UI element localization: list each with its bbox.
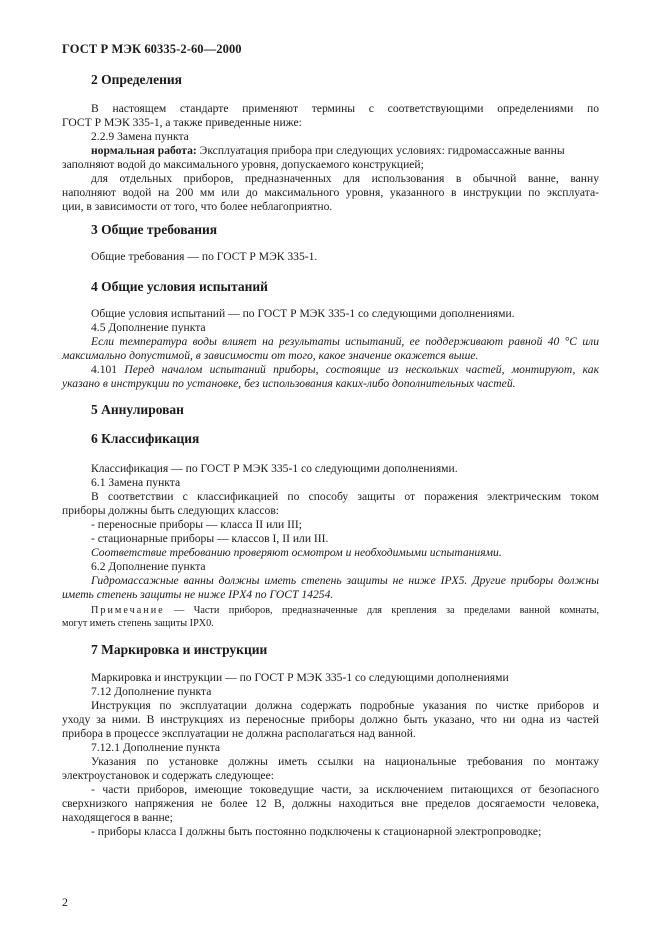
document-header: ГОСТ Р МЭК 60335-2-60—2000 — [62, 42, 242, 56]
s7-line-1: Маркировка и инструкции — по ГОСТ Р МЭК 335-1 со следующими дополнениями — [91, 671, 509, 684]
s6-line-7: Соответствие требованию проверяют осмотром и необходимыми испытаниями. — [91, 546, 502, 559]
section-5-heading: 5 Аннулирован — [91, 402, 184, 417]
s7-line-11: находящегося в ванне; — [62, 811, 174, 824]
s7-line-8: электроустановок и содержать следующее: — [62, 769, 274, 782]
s4-line-3: Если температура воды влияет на результаты испытаний, ее поддерживают равной 40 °С или — [91, 335, 599, 348]
s7-line-2: 7.12 Дополнение пункта — [91, 685, 212, 698]
s4-line-5 — [91, 363, 599, 377]
s4-line-4: максимально допустимой, в зависимости от того, какое значение окажется выше. — [62, 349, 479, 362]
s4-line-1: Общие условия испытаний — по ГОСТ Р МЭК 335-1 со следующими дополнениями. — [91, 307, 515, 320]
s7-line-10: сверхнизкого напряжения не более 12 В, должны находиться вне пределов досягаемости человека, — [62, 797, 599, 810]
s2-line-2: ГОСТ Р МЭК 335-1, а также приведенные ниже: — [62, 116, 302, 129]
s3-line-1: Общие требования — по ГОСТ Р МЭК 335-1. — [91, 250, 318, 263]
s6-line-8: 6.2 Дополнение пункта — [91, 560, 206, 573]
s6-line-9: Гидромассажные ванны должны иметь степень защиты не ниже IPX5. Другие приборы должны — [91, 574, 599, 587]
s6-line-10: иметь степень защиты не ниже IPX4 по ГОСТ 14254. — [62, 588, 334, 601]
s2-line-1: В настоящем стандарте применяют термины с соответствующими определениями по — [91, 102, 599, 115]
s2-line-3: 2.2.9 Замена пункта — [91, 130, 189, 143]
s6-note — [91, 604, 599, 618]
s2-line-8: ции, в зависимости от того, что более неблагоприятно. — [62, 200, 333, 213]
section-6-heading: 6 Классификация — [91, 431, 200, 446]
s2-line-6: для отдельных приборов, предназначенных для использования в обычной ванне, ванну — [91, 172, 599, 185]
s6-line-6: - стационарные приборы — классов I, II или III. — [91, 532, 329, 545]
section-7-heading: 7 Маркировка и инструкции — [91, 642, 268, 657]
s6-line-2: 6.1 Замена пункта — [91, 476, 181, 489]
note-text: — Части приборов, предназначенные для крепления за пределами ванной комнаты, — [164, 605, 599, 616]
s2-line-4 — [91, 144, 599, 158]
s7-line-12: - приборы класса I должны быть постоянно подключены к стационарной электропроводке; — [91, 825, 542, 838]
s7-line-3: Инструкция по эксплуатации должна содержать подробные указания по чистке приборов и — [91, 699, 599, 712]
s2-line-5: заполняют водой до максимального уровня, допускаемого конструкцией; — [62, 158, 424, 171]
s2-line-7: наполняют водой на 200 мм или до максимального уровня, указанного в инструкции по эксплуата- — [62, 186, 599, 199]
term-definition: Эксплуатация прибора при следующих условиях: гидромассажные ванны — [196, 144, 565, 157]
s7-line-9: - части приборов, имеющие токоведущие части, за исключением питающихся от безопасного — [91, 783, 599, 796]
s4-line-2: 4.5 Дополнение пункта — [91, 321, 206, 334]
s7-line-7: Указания по установке должны иметь ссылки на национальные требования по монтажу — [91, 755, 599, 768]
s7-line-6: 7.12.1 Дополнение пункта — [91, 741, 221, 754]
page-number: 2 — [62, 895, 68, 909]
s6-line-3: В соответствии с классификацией по способу защиты от поражения электрическим током — [91, 490, 599, 503]
s7-line-5: прибора в процессе эксплуатации не должна располагаться над ванной. — [62, 727, 416, 740]
s6-line-4: приборы должны быть следующих классов: — [62, 504, 280, 517]
s6-line-1: Классификация — по ГОСТ Р МЭК 335-1 со следующими дополнениями. — [91, 462, 458, 475]
clause-number: 4.101 — [91, 363, 118, 376]
section-3-heading: 3 Общие требования — [91, 222, 218, 237]
s6-line-5: - переносные приборы — класса II или III; — [91, 518, 302, 531]
note-label: Примечание — [91, 605, 165, 616]
term-label: нормальная работа: — [91, 144, 197, 157]
section-4-heading: 4 Общие условия испытаний — [91, 279, 268, 294]
s7-line-4: уходу за ними. В инструкциях из переносные приборы должно быть указано, что ни одна из частей — [62, 713, 599, 726]
clause-text: Перед началом испытаний приборы, состоящие из нескольких частей, монтируют, как — [117, 363, 599, 376]
s4-line-6: указано в инструкции по установке, без использования каких-либо дополнительных частей. — [62, 377, 516, 390]
section-2-heading: 2 Определения — [91, 72, 182, 87]
s6-note-2: могут иметь степень защиты IPX0. — [62, 618, 214, 629]
